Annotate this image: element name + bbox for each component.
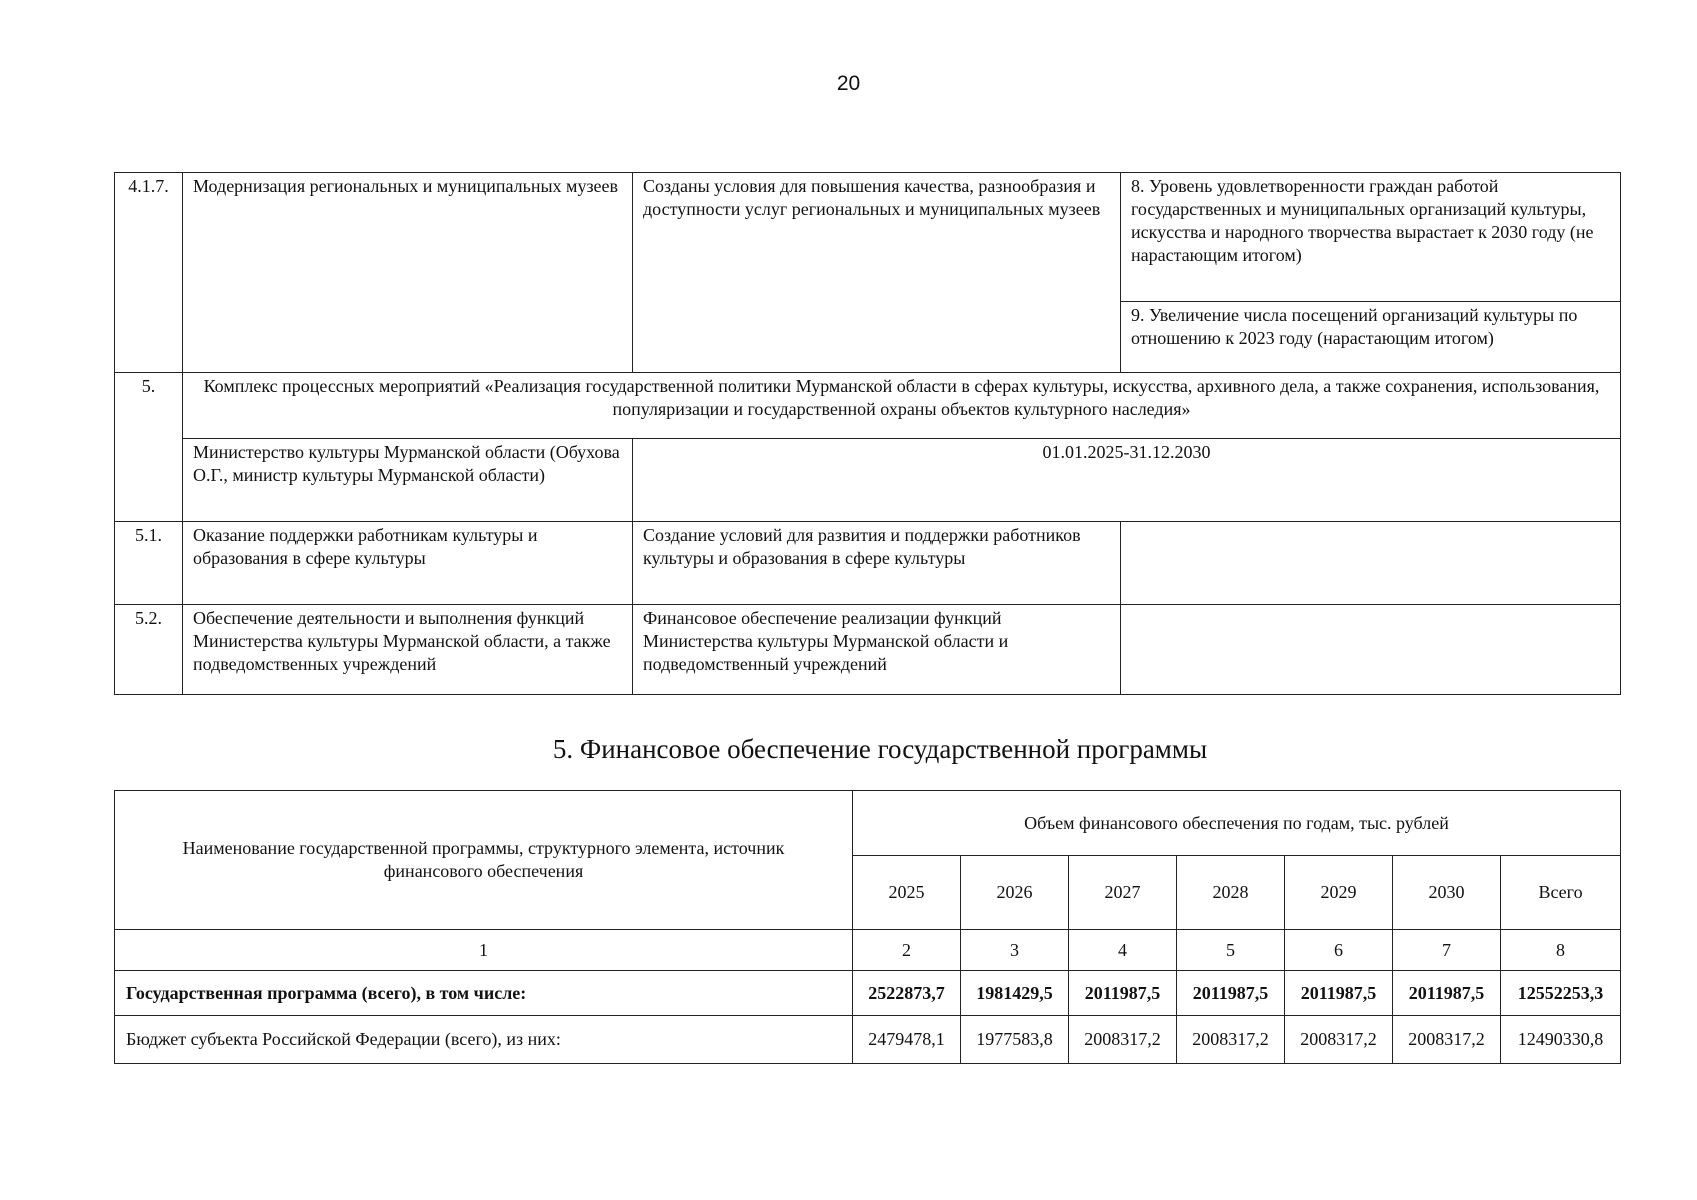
- measure-result: Созданы условия для повышения качества, разнообразия и доступности услуг региональных и муниципальных музеев: [633, 173, 1121, 373]
- column-number: 8: [1501, 930, 1621, 971]
- period-cell: 01.01.2025-31.12.2030: [633, 439, 1621, 522]
- value-cell: 2008317,2: [1285, 1016, 1393, 1064]
- table-row: [115, 522, 1621, 605]
- table-header-row: [115, 791, 1621, 856]
- value-cell: 2011987,5: [1285, 971, 1393, 1016]
- row-name: Бюджет субъекта Российской Федерации (всего), из них:: [115, 1016, 853, 1064]
- table-row: [115, 373, 1621, 439]
- page-number: 20: [836, 72, 861, 95]
- measures-table: [114, 172, 1621, 695]
- row-number: 5.2.: [115, 605, 183, 695]
- value-cell: 1981429,5: [961, 971, 1069, 1016]
- volume-column-header: Объем финансового обеспечения по годам, тыс. рублей: [853, 791, 1621, 856]
- value-cell: 1977583,8: [961, 1016, 1069, 1064]
- column-number-row: [115, 930, 1621, 971]
- column-number: 5: [1177, 930, 1285, 971]
- year-header: 2028: [1177, 856, 1285, 930]
- value-cell: 2008317,2: [1177, 1016, 1285, 1064]
- year-header: 2025: [853, 856, 961, 930]
- year-header: 2030: [1393, 856, 1501, 930]
- indicator-cell: 9. Увеличение числа посещений организаций культуры по отношению к 2023 году (нарастающим итогом): [1121, 302, 1621, 373]
- column-number: 4: [1069, 930, 1177, 971]
- column-number: 1: [115, 930, 853, 971]
- table-row: [115, 173, 1621, 302]
- total-header: Всего: [1501, 856, 1621, 930]
- complex-title: Комплекс процессных мероприятий «Реализация государственной политики Мурманской области в сферах культуры, искусства, архивного дела, а также сохранения, использования, популяризации и государственной охраны объектов культурного наследия»: [183, 373, 1621, 439]
- measure-name: Оказание поддержки работникам культуры и образования в сфере культуры: [183, 522, 633, 605]
- total-cell: 12490330,8: [1501, 1016, 1621, 1064]
- value-cell: 2011987,5: [1393, 971, 1501, 1016]
- value-cell: 2008317,2: [1393, 1016, 1501, 1064]
- indicator-cell: [1121, 605, 1621, 695]
- year-header: 2029: [1285, 856, 1393, 930]
- value-cell: 2008317,2: [1069, 1016, 1177, 1064]
- finance-table: [114, 790, 1621, 1064]
- name-column-header: Наименование государственной программы, структурного элемента, источник финансового обеспечения: [115, 791, 853, 930]
- value-cell: 2011987,5: [1069, 971, 1177, 1016]
- value-cell: 2011987,5: [1177, 971, 1285, 1016]
- value-cell: 2479478,1: [853, 1016, 961, 1064]
- table-row: [115, 971, 1621, 1016]
- total-cell: 12552253,3: [1501, 971, 1621, 1016]
- column-number: 3: [961, 930, 1069, 971]
- row-number: 4.1.7.: [115, 173, 183, 373]
- indicator-cell: [1121, 522, 1621, 605]
- year-header: 2026: [961, 856, 1069, 930]
- column-number: 2: [853, 930, 961, 971]
- row-name: Государственная программа (всего), в том числе:: [115, 971, 853, 1016]
- row-number: 5.1.: [115, 522, 183, 605]
- column-number: 7: [1393, 930, 1501, 971]
- indicator-cell: 8. Уровень удовлетворенности граждан работой государственных и муниципальных организаций культуры, искусства и народного творчества вырастает к 2030 году (не нарастающим итогом): [1121, 173, 1621, 302]
- value-cell: 2522873,7: [853, 971, 961, 1016]
- measure-name: Модернизация региональных и муниципальных музеев: [183, 173, 633, 373]
- measure-name: Обеспечение деятельности и выполнения функций Министерства культуры Мурманской области, а также подведомственных учреждений: [183, 605, 633, 695]
- year-header: 2027: [1069, 856, 1177, 930]
- measure-result: Финансовое обеспечение реализации функций Министерства культуры Мурманской области и подведомственный учреждений: [633, 605, 1121, 695]
- responsible-cell: Министерство культуры Мурманской области (Обухова О.Г., министр культуры Мурманской области): [183, 439, 633, 522]
- table-row: [115, 439, 1621, 522]
- section-heading: 5. Финансовое обеспечение государственной программы: [552, 734, 1208, 764]
- table-row: [115, 1016, 1621, 1064]
- row-number: 5.: [115, 373, 183, 522]
- table-row: [115, 605, 1621, 695]
- column-number: 6: [1285, 930, 1393, 971]
- measure-result: Создание условий для развития и поддержки работников культуры и образования в сфере культуры: [633, 522, 1121, 605]
